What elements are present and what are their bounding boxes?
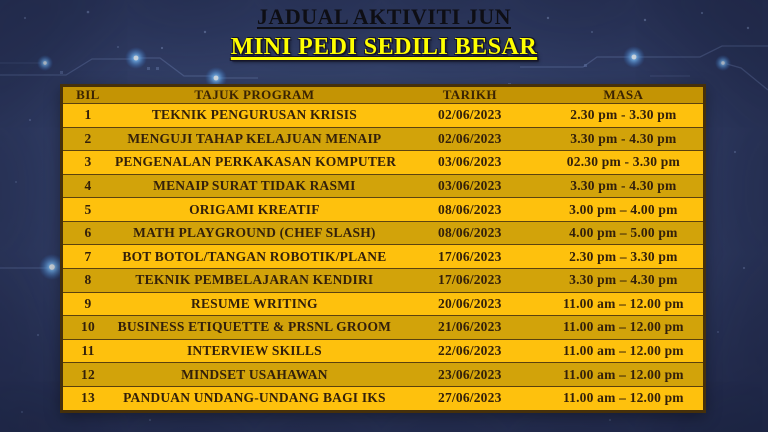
cell-program: TEKNIK PENGURUSAN KRISIS — [113, 104, 396, 128]
table-row — [62, 221, 705, 245]
cell-bil: 7 — [62, 245, 113, 269]
cell-masa: 3.30 pm - 4.30 pm — [544, 174, 705, 198]
cell-bil: 10 — [62, 316, 113, 340]
cell-program: RESUME WRITING — [113, 292, 396, 316]
cell-masa: 11.00 am – 12.00 pm — [544, 363, 705, 387]
table-row — [62, 151, 705, 175]
table-row — [62, 174, 705, 198]
cell-bil: 11 — [62, 339, 113, 363]
table-header-row — [62, 86, 705, 104]
activity-schedule-table — [60, 84, 706, 413]
cell-masa: 3.30 pm - 4.30 pm — [544, 127, 705, 151]
cell-tarikh: 03/06/2023 — [396, 151, 544, 175]
table-row — [62, 245, 705, 269]
cell-program: MENGUJI TAHAP KELAJUAN MENAIP — [113, 127, 396, 151]
cell-program: MENAIP SURAT TIDAK RASMI — [113, 174, 396, 198]
cell-bil: 5 — [62, 198, 113, 222]
cell-program: ORIGAMI KREATIF — [113, 198, 396, 222]
cell-tarikh: 02/06/2023 — [396, 127, 544, 151]
cell-tarikh: 17/06/2023 — [396, 245, 544, 269]
table-row — [62, 316, 705, 340]
table-row — [62, 269, 705, 293]
col-header-program: TAJUK PROGRAM — [113, 86, 396, 104]
cell-masa: 11.00 am – 12.00 pm — [544, 386, 705, 411]
cell-program: PANDUAN UNDANG-UNDANG BAGI IKS — [113, 386, 396, 411]
cell-program: BUSINESS ETIQUETTE & PRSNL GROOM — [113, 316, 396, 340]
cell-tarikh: 17/06/2023 — [396, 269, 544, 293]
col-header-masa: MASA — [544, 86, 705, 104]
cell-tarikh: 20/06/2023 — [396, 292, 544, 316]
col-header-tarikh: TARIKH — [396, 86, 544, 104]
table-row — [62, 339, 705, 363]
cell-bil: 6 — [62, 221, 113, 245]
cell-tarikh: 23/06/2023 — [396, 363, 544, 387]
cell-tarikh: 02/06/2023 — [396, 104, 544, 128]
cell-bil: 1 — [62, 104, 113, 128]
table-row — [62, 292, 705, 316]
cell-tarikh: 22/06/2023 — [396, 339, 544, 363]
title-block — [0, 3, 768, 61]
cell-masa: 11.00 am – 12.00 pm — [544, 292, 705, 316]
cell-tarikh: 08/06/2023 — [396, 198, 544, 222]
cell-program: TEKNIK PEMBELAJARAN KENDIRI — [113, 269, 396, 293]
cell-program: BOT BOTOL/TANGAN ROBOTIK/PLANE — [113, 245, 396, 269]
table-body — [62, 104, 705, 412]
cell-masa: 3.30 pm – 4.30 pm — [544, 269, 705, 293]
page-subtitle: MINI PEDI SEDILI BESAR — [230, 33, 538, 60]
cell-masa: 3.00 pm – 4.00 pm — [544, 198, 705, 222]
page-title: JADUAL AKTIVITI JUN — [257, 4, 511, 29]
cell-bil: 12 — [62, 363, 113, 387]
cell-masa: 11.00 am – 12.00 pm — [544, 339, 705, 363]
table-row — [62, 386, 705, 411]
cell-tarikh: 21/06/2023 — [396, 316, 544, 340]
cell-masa: 4.00 pm – 5.00 pm — [544, 221, 705, 245]
cell-tarikh: 08/06/2023 — [396, 221, 544, 245]
table-row — [62, 104, 705, 128]
cell-tarikh: 27/06/2023 — [396, 386, 544, 411]
cell-bil: 2 — [62, 127, 113, 151]
cell-program: MATH PLAYGROUND (CHEF SLASH) — [113, 221, 396, 245]
cell-bil: 8 — [62, 269, 113, 293]
cell-masa: 02.30 pm - 3.30 pm — [544, 151, 705, 175]
cell-bil: 3 — [62, 151, 113, 175]
cell-masa: 2.30 pm – 3.30 pm — [544, 245, 705, 269]
table-row — [62, 198, 705, 222]
cell-masa: 11.00 am – 12.00 pm — [544, 316, 705, 340]
table-row — [62, 127, 705, 151]
cell-program: MINDSET USAHAWAN — [113, 363, 396, 387]
col-header-bil: BIL — [62, 86, 113, 104]
cell-bil: 4 — [62, 174, 113, 198]
cell-bil: 13 — [62, 386, 113, 411]
cell-bil: 9 — [62, 292, 113, 316]
cell-tarikh: 03/06/2023 — [396, 174, 544, 198]
cell-program: PENGENALAN PERKAKASAN KOMPUTER — [113, 151, 396, 175]
cell-masa: 2.30 pm - 3.30 pm — [544, 104, 705, 128]
table-row — [62, 363, 705, 387]
cell-program: INTERVIEW SKILLS — [113, 339, 396, 363]
